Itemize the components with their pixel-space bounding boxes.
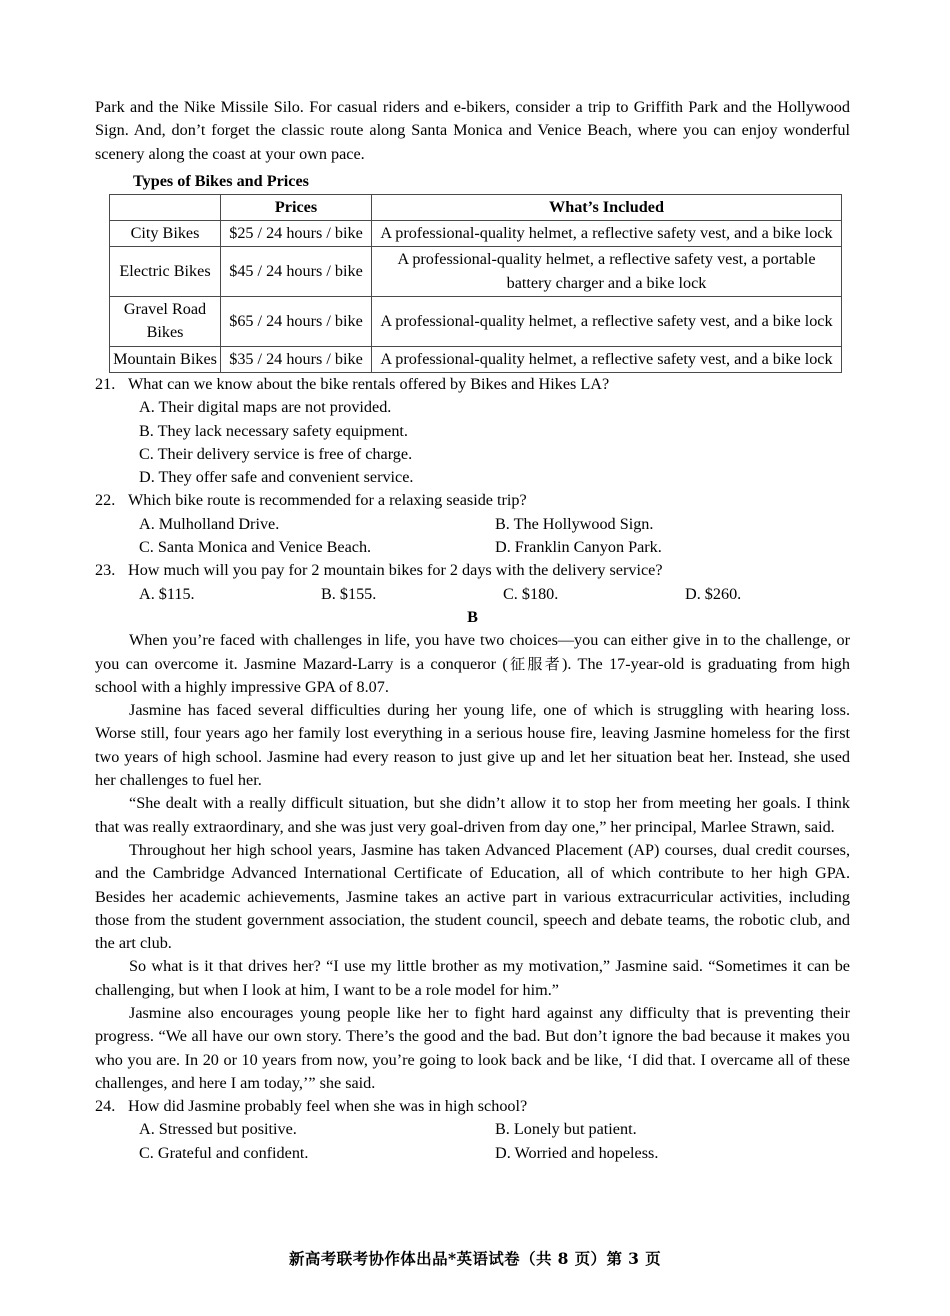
bike-type-cell: Electric Bikes [110, 247, 221, 297]
table-row [110, 297, 842, 347]
option-b[interactable]: B. The Hollywood Sign. [495, 514, 654, 533]
table-header-row [110, 194, 842, 220]
option-d[interactable]: D. Worried and hopeless. [495, 1143, 659, 1162]
question-24 [95, 1095, 850, 1165]
section-b-paragraph-3: “She dealt with a really difficult situation, but she didn’t allow it to stop her from meeting her goals. I think that was really extraordinary, and she was just very goal-driven from day one,” her principal, Marlee Strawn, said. [95, 794, 850, 836]
bike-price-cell: $25 / 24 hours / bike [221, 221, 372, 247]
question-stem: How much will you pay for 2 mountain bikes for 2 days with the delivery service? [128, 561, 663, 580]
option-c[interactable]: C. Their delivery service is free of charge. [139, 444, 413, 463]
bike-price-cell: $35 / 24 hours / bike [221, 346, 372, 372]
question-stem: How did Jasmine probably feel when she was in high school? [128, 1097, 528, 1116]
bike-included-cell: A professional-quality helmet, a reflective safety vest, a portable battery charger and a bike lock [372, 247, 842, 297]
question-options [139, 513, 850, 560]
chinese-gloss: 征服者 [507, 654, 563, 673]
question-number: 21. [95, 374, 116, 393]
option-b[interactable]: B. $155. [321, 584, 377, 603]
bike-type-cell: Gravel Road Bikes [110, 297, 221, 347]
page-footer: 新高考联考协作体出品*英语试卷（共 8 页）第 3 页 [288, 1249, 662, 1268]
question-number: 22. [95, 491, 116, 510]
table-header-cell-included: What’s Included [372, 194, 842, 220]
table-row [110, 247, 842, 297]
question-number: 23. [95, 561, 116, 580]
bike-included-cell: A professional-quality helmet, a reflective safety vest, and a bike lock [372, 346, 842, 372]
question-options [95, 396, 850, 489]
question-options [139, 583, 850, 606]
paragraph-text-before-gloss: When you’re faced with challenges in life, you have two choices—you can either give in to the challenge, or you can overcome it. Jasmine Mazard-Larry is a conqueror ( [95, 631, 850, 673]
question-21 [95, 373, 850, 489]
option-d[interactable]: D. They offer safe and convenient service. [139, 468, 414, 487]
page-content [95, 96, 850, 1165]
bike-type-cell: Mountain Bikes [110, 346, 221, 372]
option-a[interactable]: A. Mulholland Drive. [139, 514, 280, 533]
option-a[interactable]: A. $115. [139, 584, 195, 603]
question-stem: Which bike route is recommended for a relaxing seaside trip? [128, 491, 527, 510]
table-header-cell-blank [110, 194, 221, 220]
section-b-paragraph-1 [95, 629, 850, 699]
bike-included-cell: A professional-quality helmet, a reflective safety vest, and a bike lock [372, 297, 842, 347]
paragraph-text-after-gloss: ). The 17-year-old is graduating from high school with a highly impressive GPA of 8.07. [95, 654, 850, 696]
bike-price-cell: $45 / 24 hours / bike [221, 247, 372, 297]
bike-type-cell: City Bikes [110, 221, 221, 247]
section-letter-b: B [467, 607, 478, 626]
table-caption: Types of Bikes and Prices [133, 171, 309, 190]
table-row [110, 346, 842, 372]
option-a[interactable]: A. Stressed but positive. [139, 1120, 297, 1139]
option-b[interactable]: B. Lonely but patient. [495, 1120, 637, 1139]
bike-price-cell: $65 / 24 hours / bike [221, 297, 372, 347]
question-stem: What can we know about the bike rentals offered by Bikes and Hikes LA? [128, 374, 610, 393]
option-c[interactable]: C. Grateful and confident. [139, 1143, 309, 1162]
passage-a-continuation: Park and the Nike Missile Silo. For casual riders and e-bikers, consider a trip to Griffith Park and the Hollywood Sign. And, don’t forget the classic route along Santa Monica and Venice Beach, where you can enjoy wonderful scenery along the coast at your own pace. [95, 98, 850, 163]
section-b-paragraph-2: Jasmine has faced several difficulties during her young life, one of which is struggling with hearing loss. Worse still, four years ago her family lost everything in a serious house fire, leaving Jasmine homeless for the first two years of high school. Jasmine had every reason to just give up and let her situation beat her. Instead, she used her challenges to fuel her. [95, 701, 850, 790]
section-b-paragraph-5: So what is it that drives her? “I use my little brother as my motivation,” Jasmine said. “Sometimes it can be challenging, but when I look at him, I want to be a role model for him.” [95, 957, 850, 999]
option-a[interactable]: A. Their digital maps are not provided. [139, 398, 392, 417]
option-c[interactable]: C. $180. [503, 584, 559, 603]
section-b-paragraph-6: Jasmine also encourages young people like her to fight hard against any difficulty that is preventing their progress. “We all have our own story. There’s the good and the bad. But don’t ignore the bad because it makes you who you are. In 20 or 10 years from now, you’re going to look back and be like, ‘I did that. I overcame all of these challenges, and here I am today,’” she said. [95, 1003, 850, 1092]
option-c[interactable]: C. Santa Monica and Venice Beach. [139, 538, 372, 557]
bike-included-cell: A professional-quality helmet, a reflective safety vest, and a bike lock [372, 221, 842, 247]
section-b-paragraph-4: Throughout her high school years, Jasmine has taken Advanced Placement (AP) courses, dual credit courses, and the Cambridge Advanced International Certificate of Education, all of which contribute to her high GPA. Besides her academic achievements, Jasmine takes an active part in various extracurricular activities, including those from the student government association, the student council, speech and debate teams, the robotic club, and the art club. [95, 840, 850, 953]
table-header-cell-prices: Prices [221, 194, 372, 220]
question-number: 24. [95, 1097, 116, 1116]
option-d[interactable]: D. Franklin Canyon Park. [495, 538, 662, 557]
bike-prices-table [109, 194, 842, 373]
question-22 [95, 489, 850, 559]
option-d[interactable]: D. $260. [685, 584, 742, 603]
option-b[interactable]: B. They lack necessary safety equipment. [139, 421, 408, 440]
question-23 [95, 559, 850, 606]
table-row [110, 221, 842, 247]
question-options [139, 1118, 850, 1165]
